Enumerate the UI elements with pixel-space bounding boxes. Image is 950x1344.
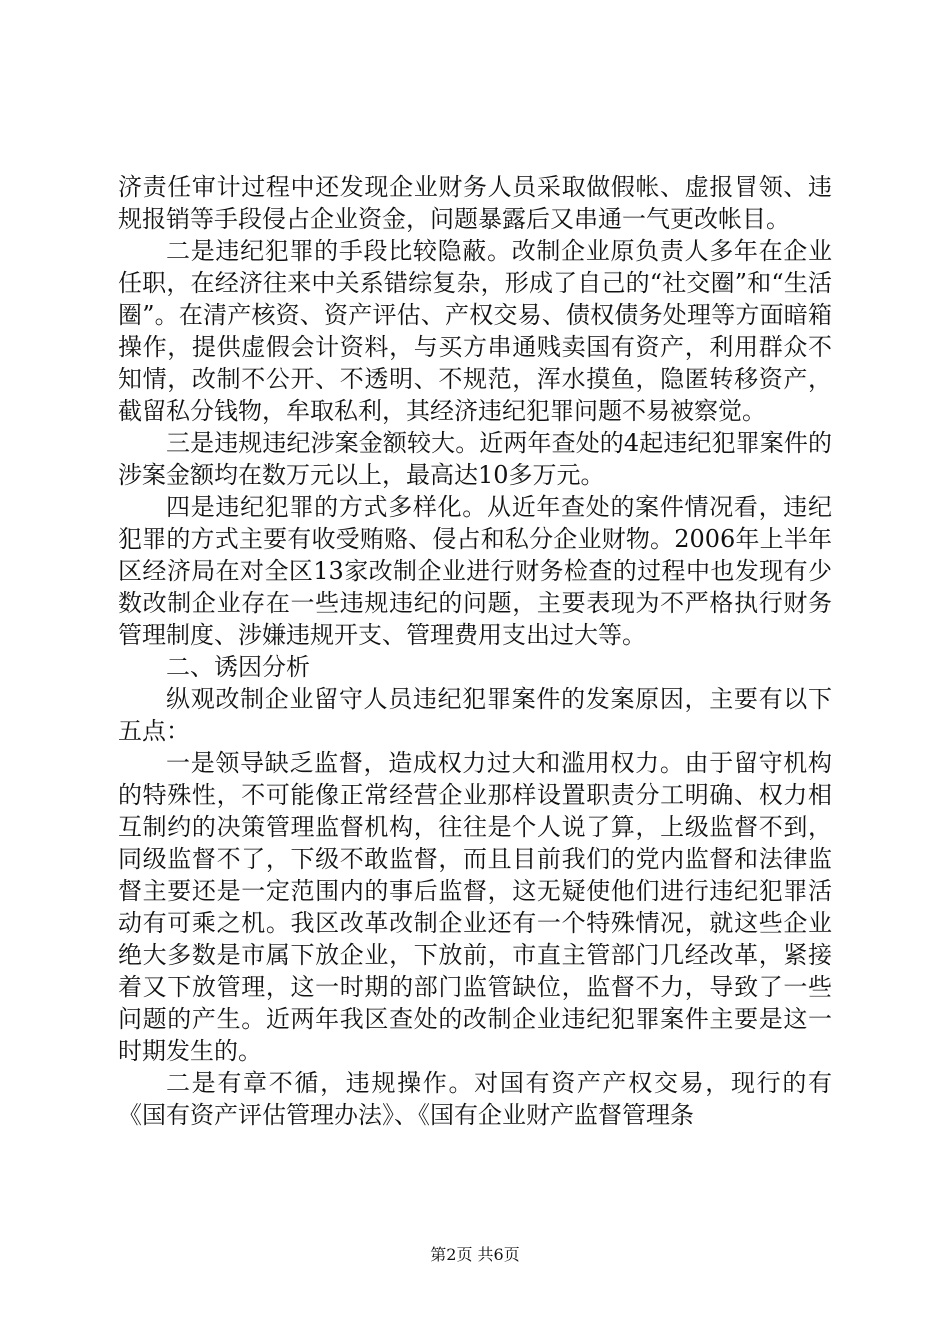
paragraph-1: 济责任审计过程中还发现企业财务人员采取做假帐、虚报冒领、违规报销等手段侵占企业资金，问题暴露后又串通一气更改帐目。 [118, 173, 832, 233]
paragraph-3: 三是违规违纪涉案金额较大。近两年查处的4起违纪犯罪案件的涉案金额均在数万元以上，最高达10多万元。 [118, 429, 832, 489]
paragraph-8: 二是有章不循，违规操作。对国有资产产权交易，现行的有《国有资产评估管理办法》、《国有企业财产监督管理条 [118, 1069, 832, 1129]
paragraph-6: 纵观改制企业留守人员违纪犯罪案件的发案原因，主要有以下五点： [118, 685, 832, 745]
paragraph-7: 一是领导缺乏监督，造成权力过大和滥用权力。由于留守机构的特殊性，不可能像正常经营企业那样设置职责分工明确、权力相互制约的决策管理监督机构，往往是个人说了算，上级监督不到，同级监督不了，下级不敢监督，而且目前我们的党内监督和法律监督主要还是一定范围内的事后监督，这无疑使他们进行违纪犯罪活动有可乘之机。我区改革改制企业还有一个特殊情况，就这些企业绝大多数是市属下放企业，下放前，市直主管部门几经改革，紧接着又下放管理，这一时期的部门监管缺位，监督不力，导致了一些问题的产生。近两年我区查处的改制企业违纪犯罪案件主要是这一时期发生的。 [118, 749, 832, 1065]
document-body [118, 171, 832, 1131]
page-number-footer: 第2页 共6页 [430, 1245, 520, 1264]
paragraph-2: 二是违纪犯罪的手段比较隐蔽。改制企业原负责人多年在企业任职，在经济往来中关系错综复杂，形成了自己的“社交圈”和“生活圈”。在清产核资、资产评估、产权交易、债权债务处理等方面暗箱操作，提供虚假会计资料，与买方串通贱卖国有资产，利用群众不知情，改制不公开、不透明、不规范，浑水摸鱼，隐匿转移资产，截留私分钱物，牟取私利，其经济违纪犯罪问题不易被察觉。 [118, 237, 832, 425]
section-heading: 二、诱因分析 [166, 653, 310, 681]
paragraph-4: 四是违纪犯罪的方式多样化。从近年查处的案件情况看，违纪犯罪的方式主要有收受贿赂、侵占和私分企业财物。2006年上半年区经济局在对全区13家改制企业进行财务检查的过程中也发现有少数改制企业存在一些违规违纪的问题，主要表现为不严格执行财务管理制度、涉嫌违规开支、管理费用支出过大等。 [118, 493, 832, 649]
